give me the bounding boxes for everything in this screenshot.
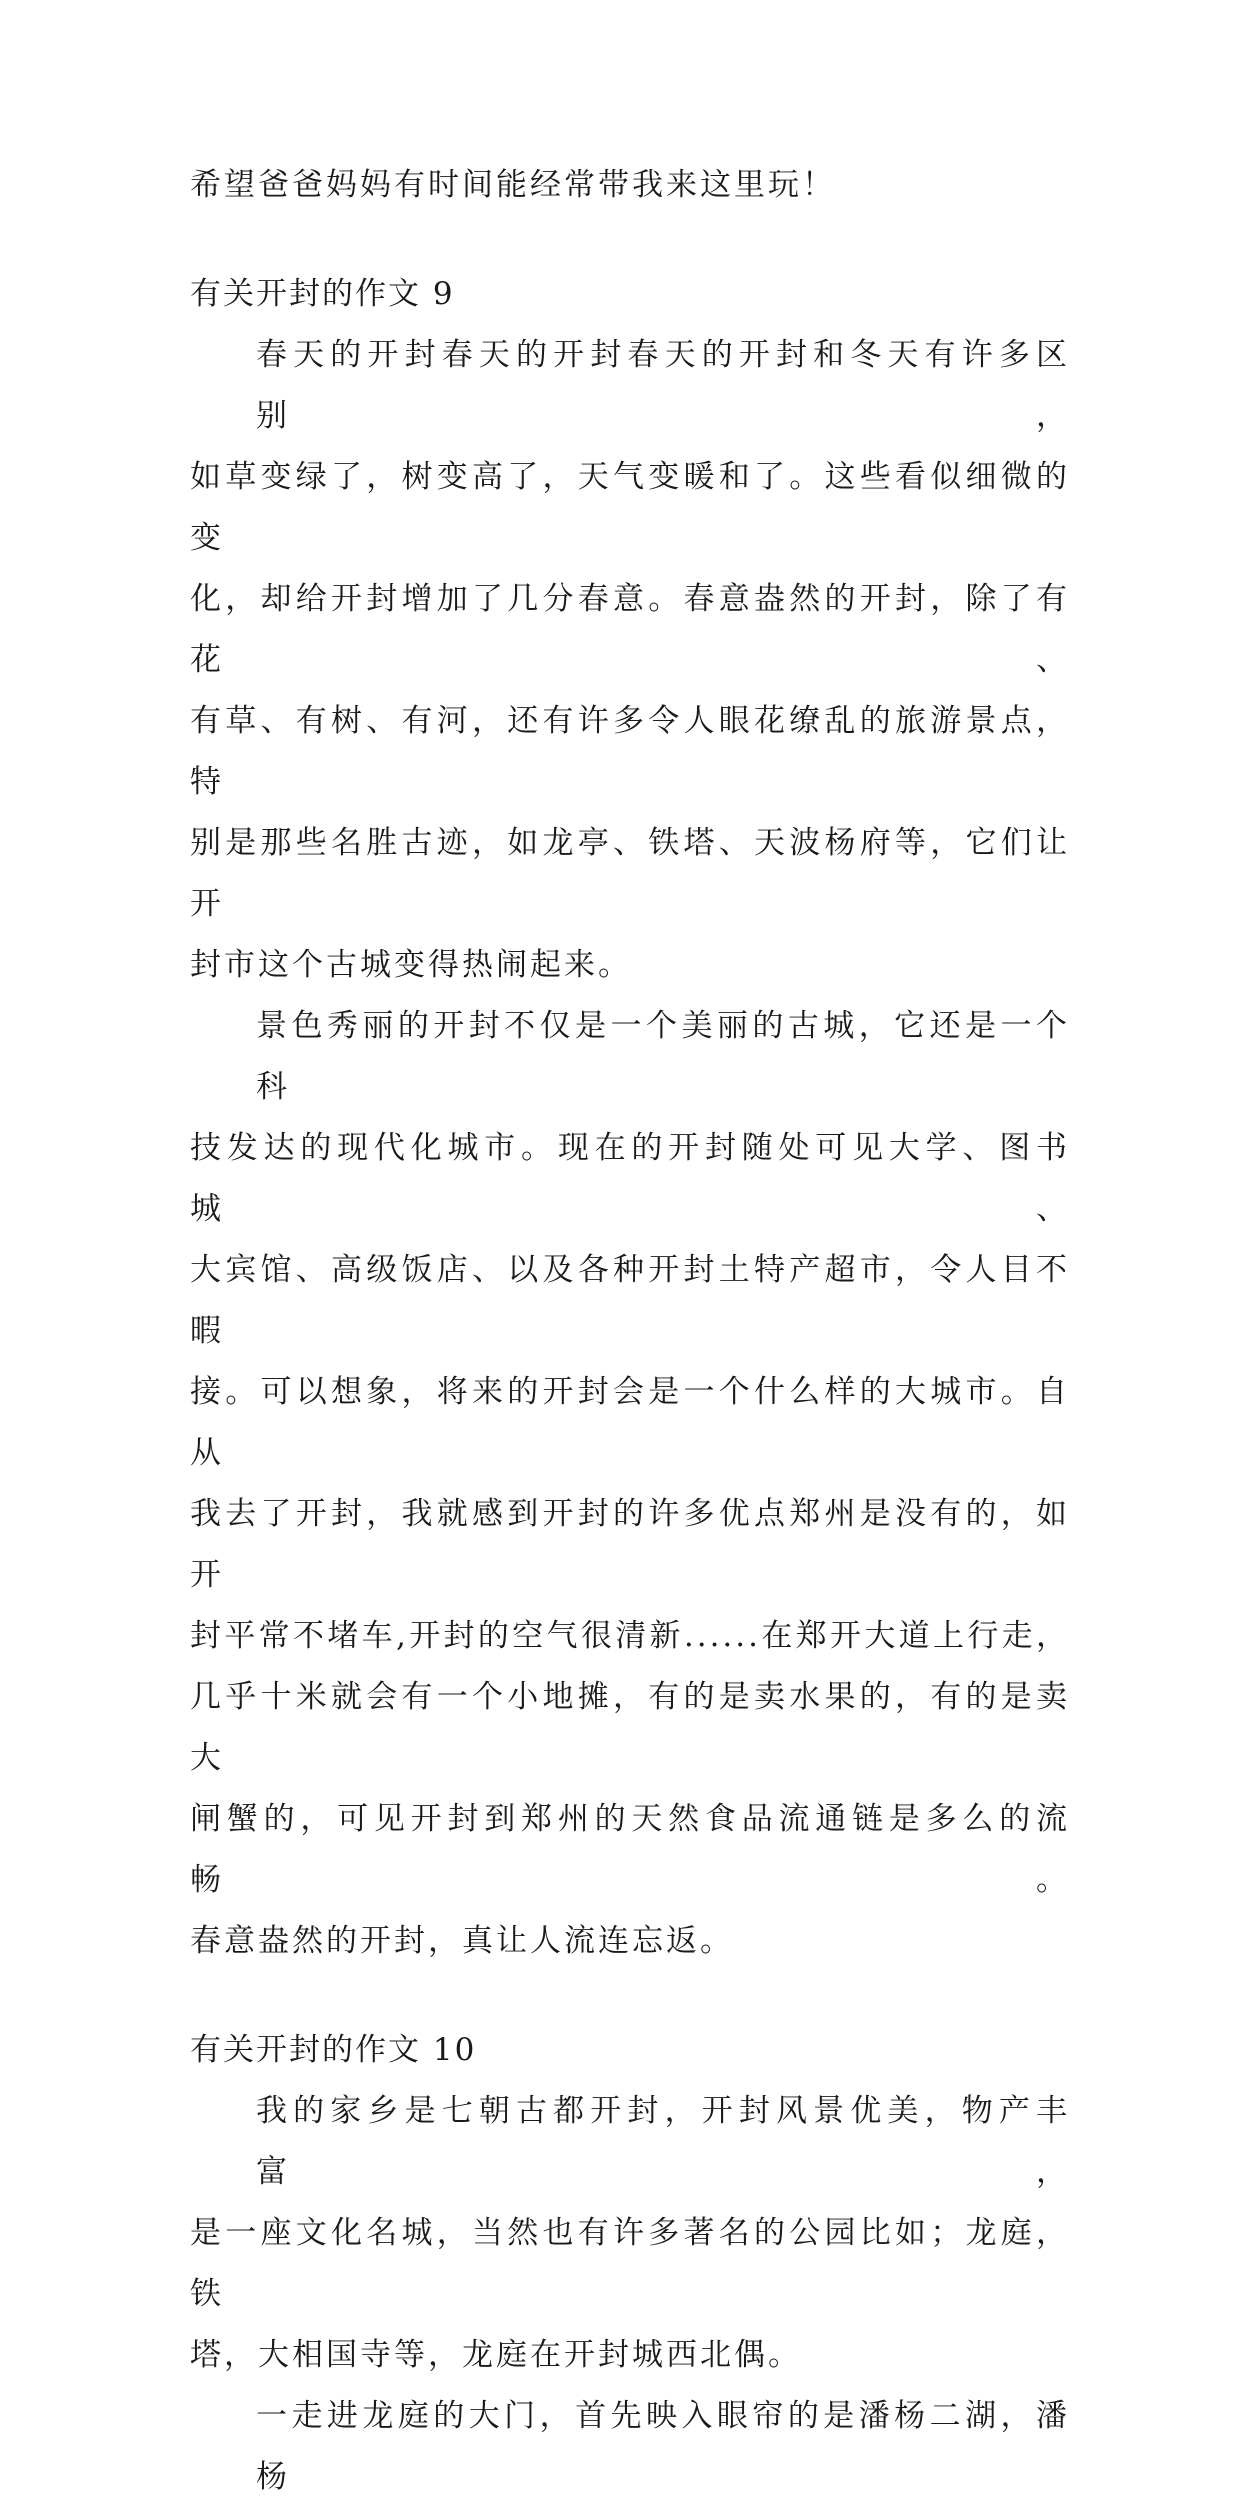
- document-body: [190, 155, 1070, 2508]
- text-line: 如草变绿了，树变高了，天气变暖和了。这些看似细微的变: [190, 459, 1070, 556]
- text-line: 封市这个古城变得热闹起来。: [190, 947, 632, 983]
- section-10-paragraph-1: [190, 2081, 1070, 2386]
- text-line: 别是那些名胜古迹，如龙亭、铁塔、天波杨府等，它们让开: [190, 825, 1070, 922]
- text-line: 我的家乡是七朝古都开封，开封风景优美，物产丰富，: [256, 2093, 1070, 2190]
- section-spacer: [190, 216, 1070, 264]
- section-spacer: [190, 1972, 1070, 2020]
- text-line: 闸蟹的，可见开封到郑州的天然食品流通链是多么的流畅。: [190, 1801, 1070, 1898]
- text-line: 几乎十米就会有一个小地摊，有的是卖水果的，有的是卖大: [190, 1679, 1070, 1776]
- text-line: 化，却给开封增加了几分春意。春意盎然的开封，除了有花、: [190, 581, 1070, 678]
- text-line: 我去了开封，我就感到开封的许多优点郑州是没有的，如开: [190, 1496, 1070, 1593]
- section-heading-9: 有关开封的作文 9: [190, 276, 455, 312]
- text-line: 春意盎然的开封，真让人流连忘返。: [190, 1923, 734, 1959]
- section-10-paragraph-2: [190, 2386, 1070, 2508]
- text-line: 封平常不堵车,开封的空气很清新......在郑开大道上行走，: [190, 1618, 1070, 1654]
- section-heading-10: 有关开封的作文 10: [190, 2032, 477, 2068]
- text-line: 大宾馆、高级饭店、以及各种开封土特产超市，令人目不暇: [190, 1252, 1070, 1349]
- text-line: 接。可以想象，将来的开封会是一个什么样的大城市。自从: [190, 1374, 1070, 1471]
- text-line: 是一座文化名城，当然也有许多著名的公园比如；龙庭，铁: [190, 2215, 1070, 2312]
- section-9-paragraph-1: [190, 325, 1070, 996]
- text-line: 一走进龙庭的大门，首先映入眼帘的是潘杨二湖，潘杨: [256, 2398, 1070, 2495]
- text-line: 技发达的现代化城市。现在的开封随处可见大学、图书城、: [190, 1130, 1070, 1227]
- text-line: 景色秀丽的开封不仅是一个美丽的古城，它还是一个科: [256, 1008, 1070, 1105]
- text-line: 塔，大相国寺等，龙庭在开封城西北偶。: [190, 2337, 802, 2373]
- text-line: 春天的开封春天的开封春天的开封和冬天有许多区别，: [256, 337, 1070, 434]
- intro-line: 希望爸爸妈妈有时间能经常带我来这里玩！: [190, 167, 836, 203]
- text-line: 有草、有树、有河，还有许多令人眼花缭乱的旅游景点，特: [190, 703, 1070, 800]
- section-9-paragraph-2: [190, 996, 1070, 1972]
